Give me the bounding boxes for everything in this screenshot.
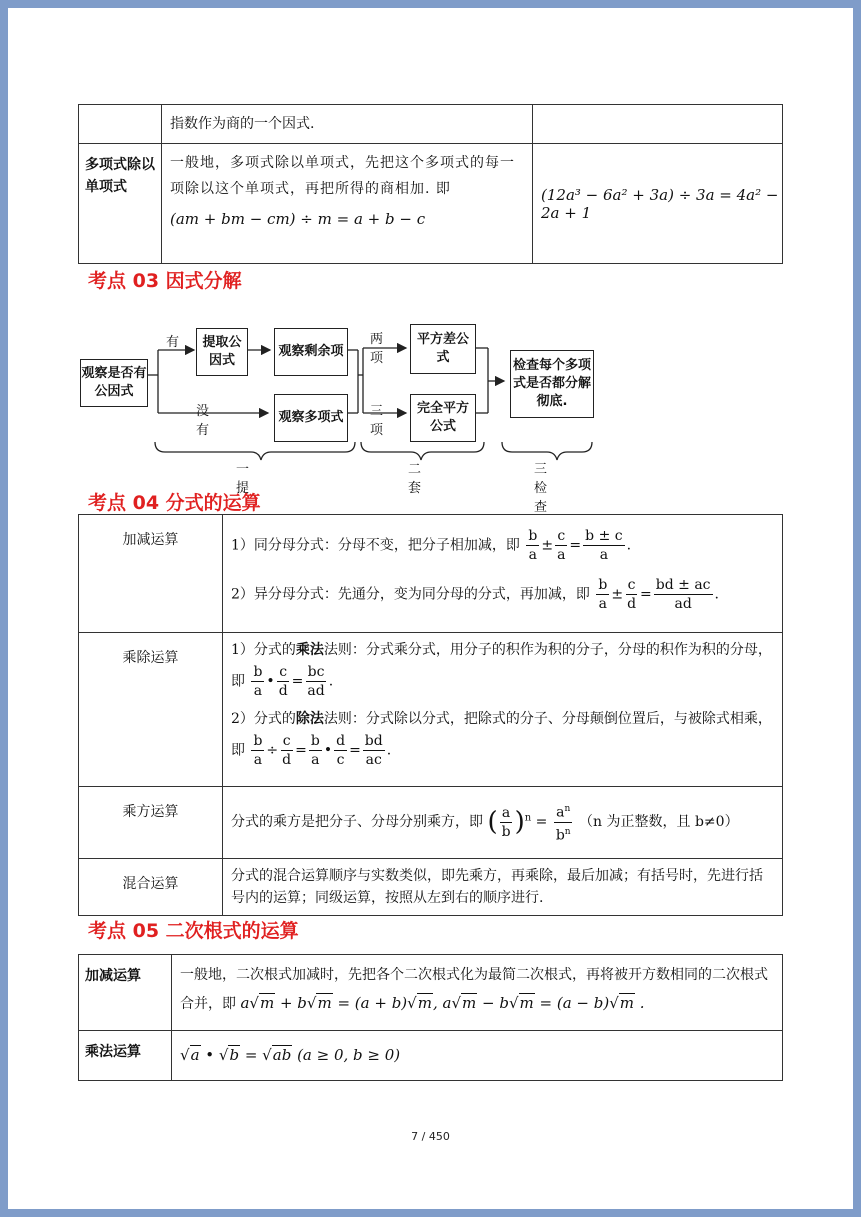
row-text bbox=[223, 633, 783, 787]
document-page bbox=[8, 8, 853, 1209]
addsub-line-1: 1）同分母分式：分母不变，把分子相加减，即 $\frac{b}{a}$ ± $\frac{c}{a}$ = $\frac{b \pm c}{a}$ . bbox=[231, 528, 632, 563]
brace-label-apply: 二套 bbox=[408, 462, 422, 496]
perfect-square-box: 完全平方公式 bbox=[410, 394, 476, 442]
rule-note: （n 为正整数，且 b≠0） bbox=[579, 814, 739, 831]
brace-label-extract: 一提 bbox=[236, 462, 250, 496]
rule-text: 一般地，多项式除以单项式，先把这个多项式的每一项除以这个单项式，再把所得的商相加. 即 bbox=[170, 155, 515, 197]
section-title: 考点 05 二次根式的运算 bbox=[88, 920, 299, 942]
rule-condition: (a ≥ 0, b ≥ 0) bbox=[297, 1046, 401, 1064]
rule-text: 法则：分式除以分式，把除式的分子、分母颠倒位置后，与被除式相乘，即 bbox=[231, 711, 772, 759]
rule-text: 分式的乘方是把分子、分母分别乘方，即 bbox=[231, 814, 483, 831]
check-box: 检查每个多项式是否都分解彻底. bbox=[510, 350, 594, 418]
brace-label-check: 三检查 bbox=[534, 462, 548, 515]
page-number: 7 / 450 bbox=[411, 1130, 450, 1143]
three-terms-label: 三项 bbox=[370, 404, 384, 438]
section-title: 考点 04 分式的运算 bbox=[88, 492, 261, 514]
section-title: 考点 03 因式分解 bbox=[88, 270, 242, 292]
rule-formula: √a • √b = √ab bbox=[180, 1046, 292, 1064]
observe-rest-box: 观察剩余项 bbox=[274, 328, 348, 376]
row-label: 混合运算 bbox=[79, 859, 223, 916]
addsub-line-2: 2）异分母分式：先通分，变为同分母的分式，再加减，即 $\frac{b}{a}$ ± $\frac{c}{d}$ = $\frac{bd \pm ac}{ad}$ . bbox=[231, 577, 719, 612]
two-terms-label: 两项 bbox=[370, 332, 384, 366]
rule-formula: a√m + b√m = (a + b)√m, a√m − b√m = (a − b)√m . bbox=[240, 994, 645, 1012]
rule-text: 1）分式的 bbox=[231, 642, 296, 658]
row-text bbox=[172, 1031, 783, 1081]
muldiv-line-1: 1）分式的乘法法则：分式乘分式，用分子的积作为积的分子，分母的积作为积的分母，即 $\frac{b}{a}$ • $\frac{c}{d}$ = $\frac{bc}{ad}$ . bbox=[231, 642, 772, 699]
row-text: 分式的乘方是把分子、分母分别乘方，即 ( $\frac{a}{b}$ )$^n$ = $\frac{a^n}{b^n}$ （n 为正整数，且 b≠0） bbox=[223, 787, 783, 859]
no-label: 没有 bbox=[196, 404, 210, 438]
row-label: 乘方运算 bbox=[79, 787, 223, 859]
row-label: 多项式除以单项式 bbox=[79, 144, 162, 264]
yes-label: 有 bbox=[166, 335, 180, 350]
rule-text: 1）同分母分式：分母不变，把分子相加减，即 bbox=[231, 537, 520, 554]
row-label: 加减运算 bbox=[79, 955, 172, 1031]
row-label: 乘除运算 bbox=[79, 633, 223, 787]
rule-text: 2）分式的 bbox=[231, 711, 296, 727]
row-text bbox=[172, 955, 783, 1031]
rule-formula: (am + bm − cm) ÷ m = a + b − c bbox=[170, 210, 426, 228]
rule-text: 2）异分母分式：先通分，变为同分母的分式，再加减，即 bbox=[231, 586, 590, 603]
row-text: 分式的混合运算顺序与实数类似，即先乘方，再乘除，最后加减；有括号时，先进行括号内的运算；同级运算，按照从左到右的顺序进行. bbox=[223, 859, 783, 916]
fraction-ops-table bbox=[78, 514, 783, 916]
rule-keyword: 除法 bbox=[295, 711, 324, 727]
start-box: 观察是否有公因式 bbox=[80, 359, 148, 407]
rule-text: 法则：分式乘分式，用分子的积作为积的分子，分母的积作为积的分母，即 bbox=[231, 642, 772, 690]
row-text bbox=[223, 515, 783, 633]
diff-squares-box: 平方差公式 bbox=[410, 324, 476, 374]
rule-text: 一般地，二次根式加减时，先把各个二次根式化为最简二次根式，再将被开方数相同的二次根式合并，即 bbox=[180, 967, 768, 1012]
rule-keyword: 乘法 bbox=[295, 642, 324, 658]
row-label: 加减运算 bbox=[79, 515, 223, 633]
row-text: 指数作为商的一个因式. bbox=[162, 105, 533, 144]
muldiv-line-2: 2）分式的除法法则：分式除以分式，把除式的分子、分母颠倒位置后，与被除式相乘，即 $\frac{b}{a}$ ÷ $\frac{c}{d}$ = $\frac{b}{a}$ • $\frac{d}{c}$ = $\frac{bd}{ac}$ . bbox=[231, 711, 772, 768]
observe-poly-box: 观察多项式 bbox=[274, 394, 348, 442]
extract-box: 提取公因式 bbox=[196, 328, 248, 376]
row-label: 乘法运算 bbox=[79, 1031, 172, 1081]
example-formula: (12a³ − 6a² + 3a) ÷ 3a = 4a² − 2a + 1 bbox=[541, 185, 779, 222]
radical-ops-table bbox=[78, 954, 783, 1081]
